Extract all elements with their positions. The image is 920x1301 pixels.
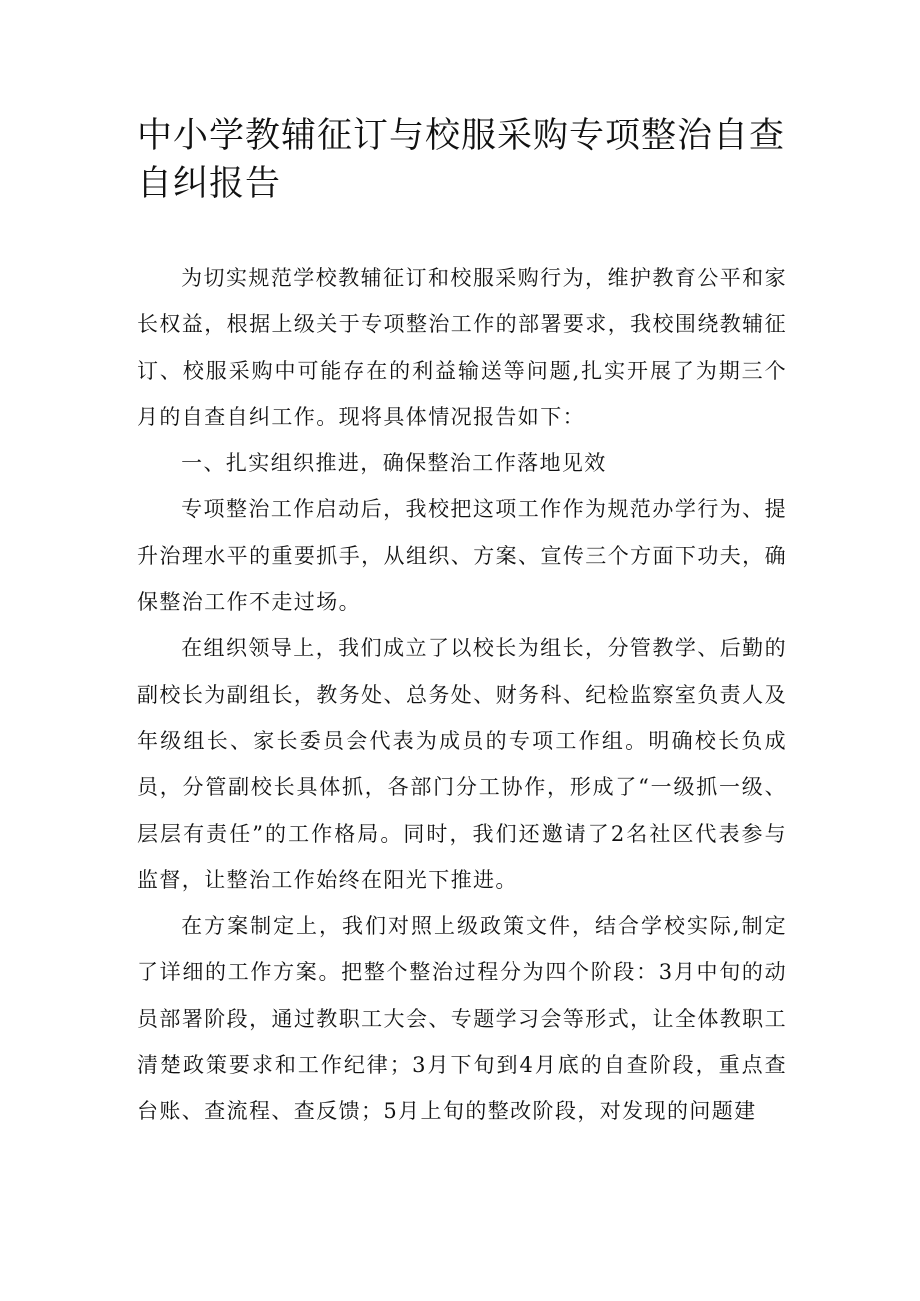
document-title: 中小学教辅征订与校服采购专项整治自查自纠报告 [137, 116, 786, 204]
paragraph-plan: 在方案制定上，我们对照上级政策文件，结合学校实际,制定了详细的工作方案。把整个整治过程分为四个阶段：3月中旬的动员部署阶段，通过教职工大会、专题学习会等形式，让全体教职工清楚政策要求和工作纪律；3月下旬到4月底的自查阶段，重点查台账、查流程、查反馈；5月上旬的整改阶段，对发现的问题建 [137, 914, 787, 1124]
paragraph-overview: 专项整治工作启动后，我校把这项工作作为规范办学行为、提升治理水平的重要抓手，从组织、方案、宣传三个方面下功夫，确保整治工作不走过场。 [137, 497, 787, 615]
paragraph-intro: 为切实规范学校教辅征订和校服采购行为，维护教育公平和家长权益，根据上级关于专项整治工作的部署要求，我校围绕教辅征订、校服采购中可能存在的利益输送等问题,扎实开展了为期三个月的自查自纠工作。现将具体情况报告如下： [137, 266, 787, 429]
paragraph-organization: 在组织领导上，我们成立了以校长为组长，分管教学、后勤的副校长为副组长，教务处、总务处、财务科、纪检监察室负责人及年级组长、家长委员会代表为成员的专项工作组。明确校长负成员，分管副校长具体抓，各部门分工协作，形成了“一级抓一级、层层有责任”的工作格局。同时，我们还邀请了2名社区代表参与监督，让整治工作始终在阳光下推进。 [137, 636, 787, 892]
document-body [137, 255, 787, 1135]
section-heading-1: 一、扎实组织推进，确保整治工作落地见效 [181, 451, 607, 476]
